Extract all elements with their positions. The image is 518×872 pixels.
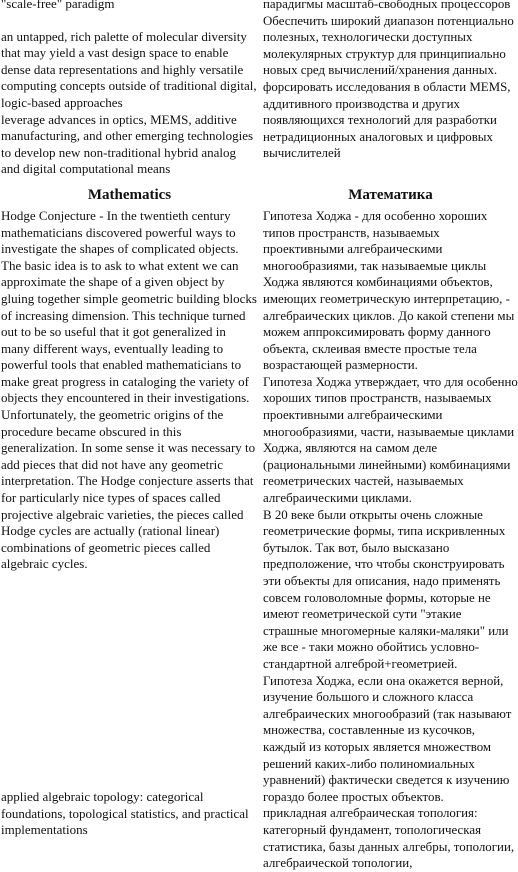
scale-free-paradigm-text: "scale-free" paradigm (1, 0, 115, 11)
english-column (0, 0, 258, 178)
mathematics-heading: Mathematics (87, 186, 172, 203)
intro-row (0, 0, 518, 178)
hodge-conjecture-text: Hodge Conjecture - In the twentieth century mathematicians discovered powerful ways to investigate the shapes of complicated objects. The basic idea is to ask to what extent we can approximate the shape of a given object by gluing together simple geometric building blocks of increasing dimension. This technique turned out to be so useful that it got generalized in many different ways, eventually leading to powerful tools that enabled mathematicians to make great progress in cataloging the variety of objects they encountered in their investigations. Unfortunately, the geometric origins of the procedure became obscured in this generalization. In some sense it was necessary to add pieces that did not have any geometric interpretation. The Hodge conjecture asserts that for particularly nice types of spaces called projective algebraic varieties, the pieces called Hodge cycles are actually (rational linear) combinations of geometric pieces called algebraic cycles. (1, 207, 257, 572)
algebraic-topology-text: applied algebraic topology: categorical foundations, topological statistics, and practical implementations (1, 789, 249, 838)
algebraic-topology-text-ru: прикладная алгебраическая топология: категорный фундамент, топологическая статистика, базы данных алгебры, топологии, алгебраической топологии, (263, 806, 515, 871)
molecular-structures-text-ru: Обеспечить широкий диапазон потенциально полезных, технологически доступных молекулярных структур для принципиально новых сред вычислений/хранения данных. (263, 13, 514, 78)
hodge-consequence-text-ru: Гипотеза Ходжа, если она окажется верной, изучение большого и сложного класса алгебраических многообразий (так называют множества, составленные из кусочков, каждый из которых является множеством решений каких-либо полиномиальных уравнений) фактически сведется к изучению гораздо более простых объектов. (263, 673, 512, 804)
scale-free-paradigm-text-ru: парадигмы масштаб-свободных процессоров (263, 0, 511, 11)
hodge-statement-text-ru: Гипотеза Ходжа утверждает, что для особенно хороших типов пространств, называемых проективными алгебраическими многообразиями, части, называемые циклами Ходжа, являются на самом деле (рациональными линейными) комбинациями геометрических частей, называемых алгебраическими циклами. (263, 374, 518, 506)
mathematics-row (0, 208, 518, 872)
hodge-conjecture-text-ru: Гипотеза Ходжа - для особенно хороших типов пространств, называемых проективными алгебраическими многообразиями, так называемые циклы Ходжа являются комбинациями объектов, имеющих геометрическую интерпретацию, - алгебраических циклов. До какой степени мы можем аппроксимировать форму данного объекта, склеивая вместе простые тела возрастающей размерности. (263, 208, 515, 373)
emerging-technologies-text: leverage advances in optics, MEMS, additive manufacturing, and other emerging technologies to develop new non-traditional hybrid analog and digital computational means (1, 111, 254, 177)
mems-research-text-ru: форсировать исследования в области MEMS, аддитивного производства и других появляющихся технологий для разработки нетрадиционных аналоговых и цифровых вычислителей (263, 79, 511, 161)
complex-shapes-text-ru: В 20 веке были открыты очень сложные геометрические формы, типа искривленных бутылок. Так вот, было высказано предположение, что чтобы сконструировать эти объекты для описания, надо применять совсем головоломные формы, которые не имеют геометрической сути "этакие страшные многомерные каляки-маляки" или же все - таки можно обойтись условно-стандартной алгеброй+геометрией. (263, 507, 509, 671)
molecular-diversity-text: an untapped, rich palette of molecular diversity that may yield a vast design space to enable dense data representations and highly versatile computing concepts outside of traditional digital, logic-based approaches (1, 28, 257, 110)
russian-column (258, 0, 518, 162)
english-column-math (0, 208, 258, 839)
mathematics-heading-ru: Математика (348, 186, 433, 203)
mathematics-heading-row (0, 178, 518, 208)
russian-column-math (258, 208, 518, 872)
